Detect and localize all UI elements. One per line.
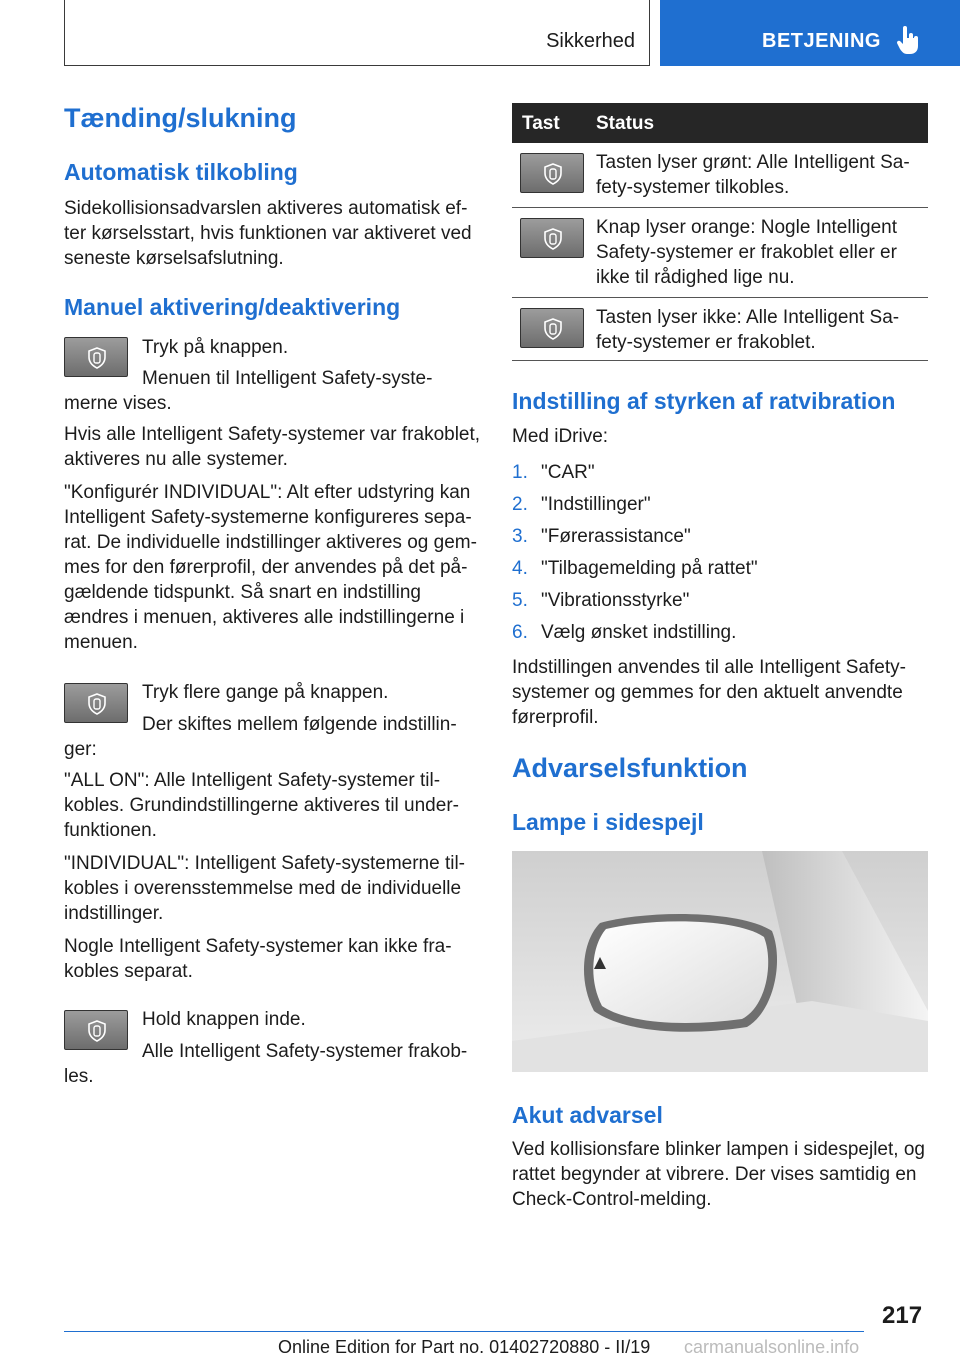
col-key-header: Tast: [522, 113, 560, 134]
chapter-title: BETJENING: [762, 30, 881, 52]
list-item: [512, 526, 928, 558]
text-line: Hvis alle Intelligent Safety-systemer var frakoblet,: [64, 424, 481, 445]
text-line: kobles separat.: [64, 961, 193, 982]
heading-taending: Tænding/slukning: [64, 103, 297, 133]
text-line: førerprofil.: [512, 707, 599, 728]
side-mirror-illustration: [512, 851, 928, 1072]
text-line: kobles i overensstemmelse med de individuelle: [64, 878, 462, 899]
text-line: Intelligent Safety-systemerne konfigureres sepa-: [64, 507, 472, 528]
heading-automatisk: Automatisk tilkobling: [64, 159, 298, 185]
text-line: Tasten lyser ikke: Alle Intelligent Sa-: [596, 307, 900, 328]
step2-b: Der skiftes mellem følgende indstillin-: [142, 714, 457, 735]
header-chapter-tab: [660, 0, 960, 66]
list-item: [512, 590, 928, 622]
step1-a: Tryk på knappen.: [142, 337, 289, 358]
status-cell: [596, 150, 910, 200]
step-number: 2.: [512, 494, 528, 515]
text-line: gældende tidspunkt. Så snart en indstilling: [64, 582, 422, 603]
safety-shield-icon: [87, 347, 107, 369]
text-line: Knap lyser orange: Nogle Intelligent: [596, 217, 898, 238]
text-line: "Konfigurér INDIVIDUAL": Alt efter udstyring kan: [64, 482, 471, 503]
step-number: 5.: [512, 590, 528, 611]
safety-key-image: [64, 683, 128, 723]
text-line: systemer og gemmes for den aktuelt anvendte: [512, 682, 903, 703]
paragraph-akut: [512, 1137, 932, 1212]
paragraph-1: [64, 422, 484, 472]
watermark: carmanualsonline.info: [684, 1337, 860, 1357]
text-line: menuen.: [64, 632, 138, 653]
safety-key-image: [64, 337, 128, 377]
step3-a: Hold knappen inde.: [142, 1009, 306, 1030]
paragraph-3: [64, 768, 484, 843]
text-line: mes for den førerprofil, der anvendes på det på-: [64, 557, 468, 578]
status-cell: [596, 215, 897, 290]
paragraph-automatisk: [64, 196, 484, 271]
table-row: [512, 208, 928, 298]
text-line: Sidekollisionsadvarslen aktiveres automatisk ef-: [64, 198, 468, 219]
text-line: Ved kollisionsfare blinker lampen i sidespejlet, og: [512, 1139, 925, 1160]
safety-key-image: [520, 153, 584, 193]
side-mirror-image: [512, 851, 928, 1072]
hand-pointer-icon: [896, 26, 920, 56]
step-text: "Indstillinger": [541, 494, 651, 515]
safety-shield-icon: [87, 693, 107, 715]
text-line: ændres i menuen, aktiveres alle indstillingerne i: [64, 607, 465, 628]
safety-shield-icon: [543, 228, 563, 250]
list-item: [512, 494, 928, 526]
idrive-intro: Med iDrive:: [512, 426, 609, 447]
text-line: "ALL ON": Alle Intelligent Safety-systemer til-: [64, 770, 441, 791]
text-line: ter kørselsstart, hvis funktionen var aktiveret ved: [64, 223, 472, 244]
heading-lampe: Lampe i sidespejl: [512, 809, 704, 835]
safety-shield-icon: [543, 318, 563, 340]
text-line: Safety-systemer er frakoblet eller er: [596, 242, 897, 263]
step2-c: ger:: [64, 739, 97, 760]
text-line: fety-systemer tilkobles.: [596, 177, 790, 198]
safety-key-image: [520, 308, 584, 348]
step-text: "Tilbagemelding på rattet": [541, 558, 758, 579]
table-row: [512, 298, 928, 361]
heading-manuel: Manuel aktivering/deaktivering: [64, 294, 401, 320]
section-title: Sikkerhed: [546, 30, 635, 52]
steps-list: [512, 462, 928, 654]
text-line: Check-Control-melding.: [512, 1189, 712, 1210]
step-number: 4.: [512, 558, 528, 579]
text-line: Nogle Intelligent Safety-systemer kan ikke fra-: [64, 936, 452, 957]
paragraph-2: [64, 480, 484, 655]
safety-shield-icon: [543, 163, 563, 185]
text-line: seneste kørselsafslutning.: [64, 248, 284, 269]
page-number: 217: [882, 1302, 923, 1329]
step3-c: les.: [64, 1066, 94, 1087]
text-line: ikke til rådighed lige nu.: [596, 267, 795, 288]
text-line: Indstillingen anvendes til alle Intelligent Safety-: [512, 657, 906, 678]
step-text: "Førerassistance": [541, 526, 691, 547]
text-line: "INDIVIDUAL": Intelligent Safety-systemerne til-: [64, 853, 466, 874]
status-cell: [596, 305, 899, 355]
text-line: rattet begynder at vibrere. Der vises samtidig en: [512, 1164, 917, 1185]
list-item: [512, 462, 928, 494]
text-line: funktionen.: [64, 820, 157, 841]
step1-b: Menuen til Intelligent Safety-syste-: [142, 368, 433, 389]
text-line: indstillinger.: [64, 903, 164, 924]
heading-ratvibration: Indstilling af styrken af ratvibration: [512, 388, 896, 414]
table-row: [512, 143, 928, 208]
step-text: Vælg ønsket indstilling.: [541, 622, 737, 643]
step-number: 6.: [512, 622, 528, 643]
list-item: [512, 622, 928, 654]
text-line: Tasten lyser grønt: Alle Intelligent Sa-: [596, 152, 910, 173]
text-line: rat. De individuelle indstillinger aktiveres og gem-: [64, 532, 477, 553]
text-line: kobles. Grundindstillingerne aktiveres til under-: [64, 795, 459, 816]
step-number: 1.: [512, 462, 528, 483]
safety-shield-icon: [87, 1020, 107, 1042]
col-status-header: Status: [596, 113, 655, 134]
footer-edition: Online Edition for Part no. 01402720880 - II/19: [278, 1337, 651, 1357]
footer-divider: [64, 1331, 864, 1332]
list-item: [512, 558, 928, 590]
step3-b: Alle Intelligent Safety-systemer frakob-: [142, 1041, 468, 1062]
step-text: "Vibrationsstyrke": [541, 590, 690, 611]
step2-a: Tryk flere gange på knappen.: [142, 682, 389, 703]
text-line: fety-systemer er frakoblet.: [596, 332, 816, 353]
safety-key-image: [520, 218, 584, 258]
step-text: "CAR": [541, 462, 595, 483]
paragraph-after-steps: [512, 655, 932, 730]
header-section-tab: [64, 0, 650, 66]
step1-c: merne vises.: [64, 393, 172, 414]
paragraph-5: [64, 934, 484, 984]
safety-key-image: [64, 1010, 128, 1050]
heading-advarselsfunktion: Advarselsfunktion: [512, 753, 748, 783]
paragraph-4: [64, 851, 484, 926]
status-table-header: [512, 103, 928, 143]
text-line: aktiveres nu alle systemer.: [64, 449, 288, 470]
step-number: 3.: [512, 526, 528, 547]
heading-akut: Akut advarsel: [512, 1102, 663, 1128]
